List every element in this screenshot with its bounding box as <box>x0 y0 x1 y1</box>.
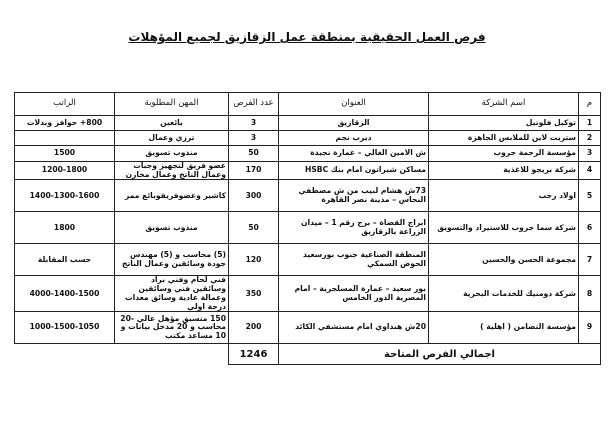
cell-num: 1 <box>579 116 601 131</box>
cell-address: 20ش هنداوي امام مستشفي الكائد <box>279 312 429 344</box>
cell-num: 2 <box>579 131 601 146</box>
total-row <box>15 344 601 365</box>
table-row <box>15 244 601 276</box>
table-row <box>15 146 601 162</box>
cell-jobs: ترزي وعمال <box>115 131 229 146</box>
cell-count: 3 <box>229 131 279 146</box>
cell-jobs: فني لحام وفني براد وسائقين فني وسائقين وعمالة عادية وسائق معدات درجة اولي <box>115 276 229 312</box>
header-address: العنوان <box>279 93 429 116</box>
cell-num: 8 <box>579 276 601 312</box>
cell-num: 7 <box>579 244 601 276</box>
cell-count: 300 <box>229 180 279 212</box>
cell-salary: 1400-1300-1600 <box>15 180 115 212</box>
cell-jobs: مندوب تسويق <box>115 212 229 244</box>
cell-count: 3 <box>229 116 279 131</box>
cell-address: المنطقة الصناعية جنوب بورسعيد الحوض السمكي <box>279 244 429 276</box>
cell-address: الزقازيق <box>279 116 429 131</box>
header-company: اسم الشركة <box>429 93 579 116</box>
cell-num: 6 <box>579 212 601 244</box>
cell-company: اولاد رجب <box>429 180 579 212</box>
total-blank-cell <box>15 344 229 365</box>
cell-company: مجموعة الحسن والحسين <box>429 244 579 276</box>
cell-num: 4 <box>579 162 601 180</box>
cell-salary: حسب المقابلة <box>15 244 115 276</box>
cell-count: 200 <box>229 312 279 344</box>
header-salary: الراتب <box>15 93 115 116</box>
table-row <box>15 212 601 244</box>
cell-company: شركة سما جروب للاستيراد والتسويق <box>429 212 579 244</box>
cell-salary: 1000-1500-1050 <box>15 312 115 344</box>
header-jobs: المهن المطلوبة <box>115 93 229 116</box>
cell-company: ستريت لاين للملابس الجاهزة <box>429 131 579 146</box>
cell-address: ش الامين الغالي – عمارة نجيدة <box>279 146 429 162</box>
header-num: م <box>579 93 601 116</box>
page-title: فرص العمل الحقيقية بمنطقة عمل الزقازيق لجميع المؤهلات <box>128 30 486 44</box>
cell-company: توكيل فلوتيل <box>429 116 579 131</box>
cell-count: 50 <box>229 212 279 244</box>
table-header-row <box>15 93 601 116</box>
table-row <box>15 116 601 131</box>
cell-num: 9 <box>579 312 601 344</box>
cell-num: 3 <box>579 146 601 162</box>
cell-company: مؤسسة التضامن ( اهلية ) <box>429 312 579 344</box>
table-row <box>15 276 601 312</box>
cell-salary: 1500 <box>15 146 115 162</box>
cell-company: شركة دومنيك للخدمات البحرية <box>429 276 579 312</box>
table-row <box>15 312 601 344</box>
header-count: عدد الفرص <box>229 93 279 116</box>
total-label: اجمالي الفرص المتاحة <box>279 344 601 365</box>
total-value: 1246 <box>229 344 279 365</box>
cell-address: ابراج القضاة – برج رقم 1 – ميدان الزراعة بالزقازيق <box>279 212 429 244</box>
cell-address: ديرب نجم <box>279 131 429 146</box>
cell-salary: 800+ حوافز وبدلات <box>15 116 115 131</box>
cell-company: شركة بريجو للاغذية <box>429 162 579 180</box>
cell-count: 170 <box>229 162 279 180</box>
cell-jobs: عضو فريق لتجهيز وجبات وعمال الناتج وعمال مخازن <box>115 162 229 180</box>
cell-count: 50 <box>229 146 279 162</box>
cell-address: بور سعيد – عمارة المسلجرية – امام المصرية الدور الخامس <box>279 276 429 312</box>
table-row <box>15 180 601 212</box>
cell-jobs: مندوب تسويق <box>115 146 229 162</box>
jobs-table <box>14 92 601 365</box>
cell-jobs: 150 متسبق مؤهل عالي -20 محاسب و 20 مدخل بيانات و 10 مساعد مكتب <box>115 312 229 344</box>
cell-num: 5 <box>579 180 601 212</box>
cell-count: 120 <box>229 244 279 276</box>
cell-salary: 1800 <box>15 212 115 244</box>
cell-address: 73ش هشام لبيب من ش مصطفي النحاس – مدينة نصر القاهرة <box>279 180 429 212</box>
cell-salary <box>15 131 115 146</box>
cell-salary: 4000-1400-1500 <box>15 276 115 312</box>
cell-address: مساكن شبراتون امام بنك HSBC <box>279 162 429 180</box>
cell-jobs: (5) محاسب و (5) مهندس جودة وسائقين وعمال الناتج <box>115 244 229 276</box>
cell-jobs: بائعين <box>115 116 229 131</box>
cell-salary: 1200-1800 <box>15 162 115 180</box>
cell-count: 350 <box>229 276 279 312</box>
cell-company: مؤسسة الرحمة جروب <box>429 146 579 162</box>
cell-jobs: كاشير وعضوفريقوبائع ممر <box>115 180 229 212</box>
table-row <box>15 131 601 146</box>
table-row <box>15 162 601 180</box>
